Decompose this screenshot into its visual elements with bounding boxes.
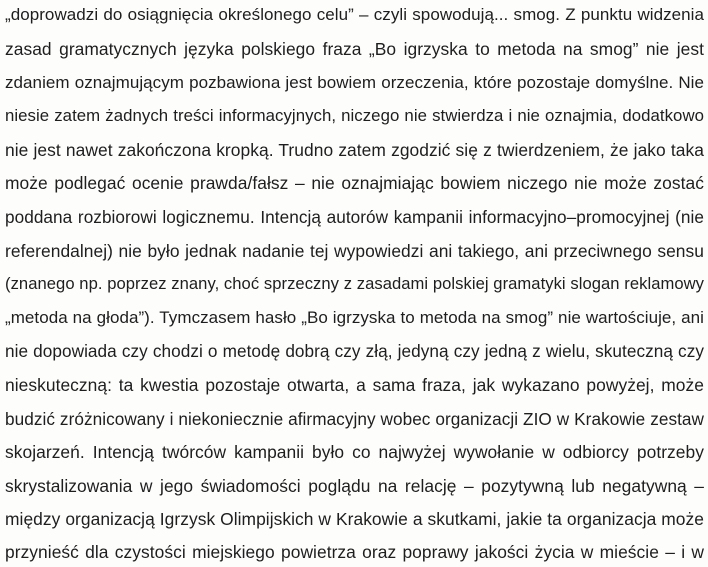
text-line: nie jest nawet zakończona kropką. Trudno zatem zgodzić się z twierdzeniem, że jako taka xyxy=(5,140,704,160)
text-line: zasad gramatycznych języka polskiego fraza „Bo igrzyska to metoda na smog” nie jest xyxy=(5,39,704,59)
text-line: referendalnej) nie było jednak nadanie tej wypowiedzi ani takiego, ani przeciwnego sensu xyxy=(5,241,704,261)
text-line: skrystalizowania w jego świadomości poglądu na relację – pozytywną lub negatywną – xyxy=(5,476,704,496)
text-line: nie dopowiada czy chodzi o metodę dobrą czy złą, jedyną czy jedną z wielu, skuteczną czy xyxy=(5,341,704,361)
text-line: niesie zatem żadnych treści informacyjnych, niczego nie stwierdza i nie oznajmia, dodatkowo xyxy=(5,106,704,125)
text-line: zdaniem oznajmującym pozbawiona jest bowiem orzeczenia, które pozostaje domyślne. Nie xyxy=(5,73,704,92)
text-line: między organizacją Igrzysk Olimpijskich w Krakowie a skutkami, jakie ta organizacja może xyxy=(5,509,704,529)
text-line: „metoda na głoda”). Tymczasem hasło „Bo igrzyska to metoda na smog” nie wartościuje, ani xyxy=(5,308,704,327)
text-line: budzić zróżnicowany i niekoniecznie afirmacyjny wobec organizacji ZIO w Krakowie zestaw xyxy=(5,409,704,429)
text-line: może podlegać ocenie prawda/fałsz – nie oznajmiając bowiem niczego nie może zostać xyxy=(5,173,704,193)
text-line: poddana rozbiorowi logicznemu. Intencją autorów kampanii informacyjno–promocyjnej (nie xyxy=(5,207,704,227)
text-line: nieskuteczną: ta kwestia pozostaje otwarta, a sama fraza, jak wykazano powyżej, może xyxy=(5,375,704,395)
text-line: przynieść dla czystości miejskiego powietrza oraz poprawy jakości życia w mieście – i w xyxy=(5,542,704,562)
text-line: „doprowadzi do osiągnięcia określonego celu” – czyli spowodują... smog. Z punktu widzenia xyxy=(5,5,704,24)
text-line: skojarzeń. Intencją twórców kampanii było co najwyżej wywołanie w odbiorcy potrzeby xyxy=(5,442,704,462)
text-line: (znanego np. poprzez znany, choć sprzeczny z zasadami polskiej gramatyki slogan reklamowy xyxy=(5,274,704,293)
